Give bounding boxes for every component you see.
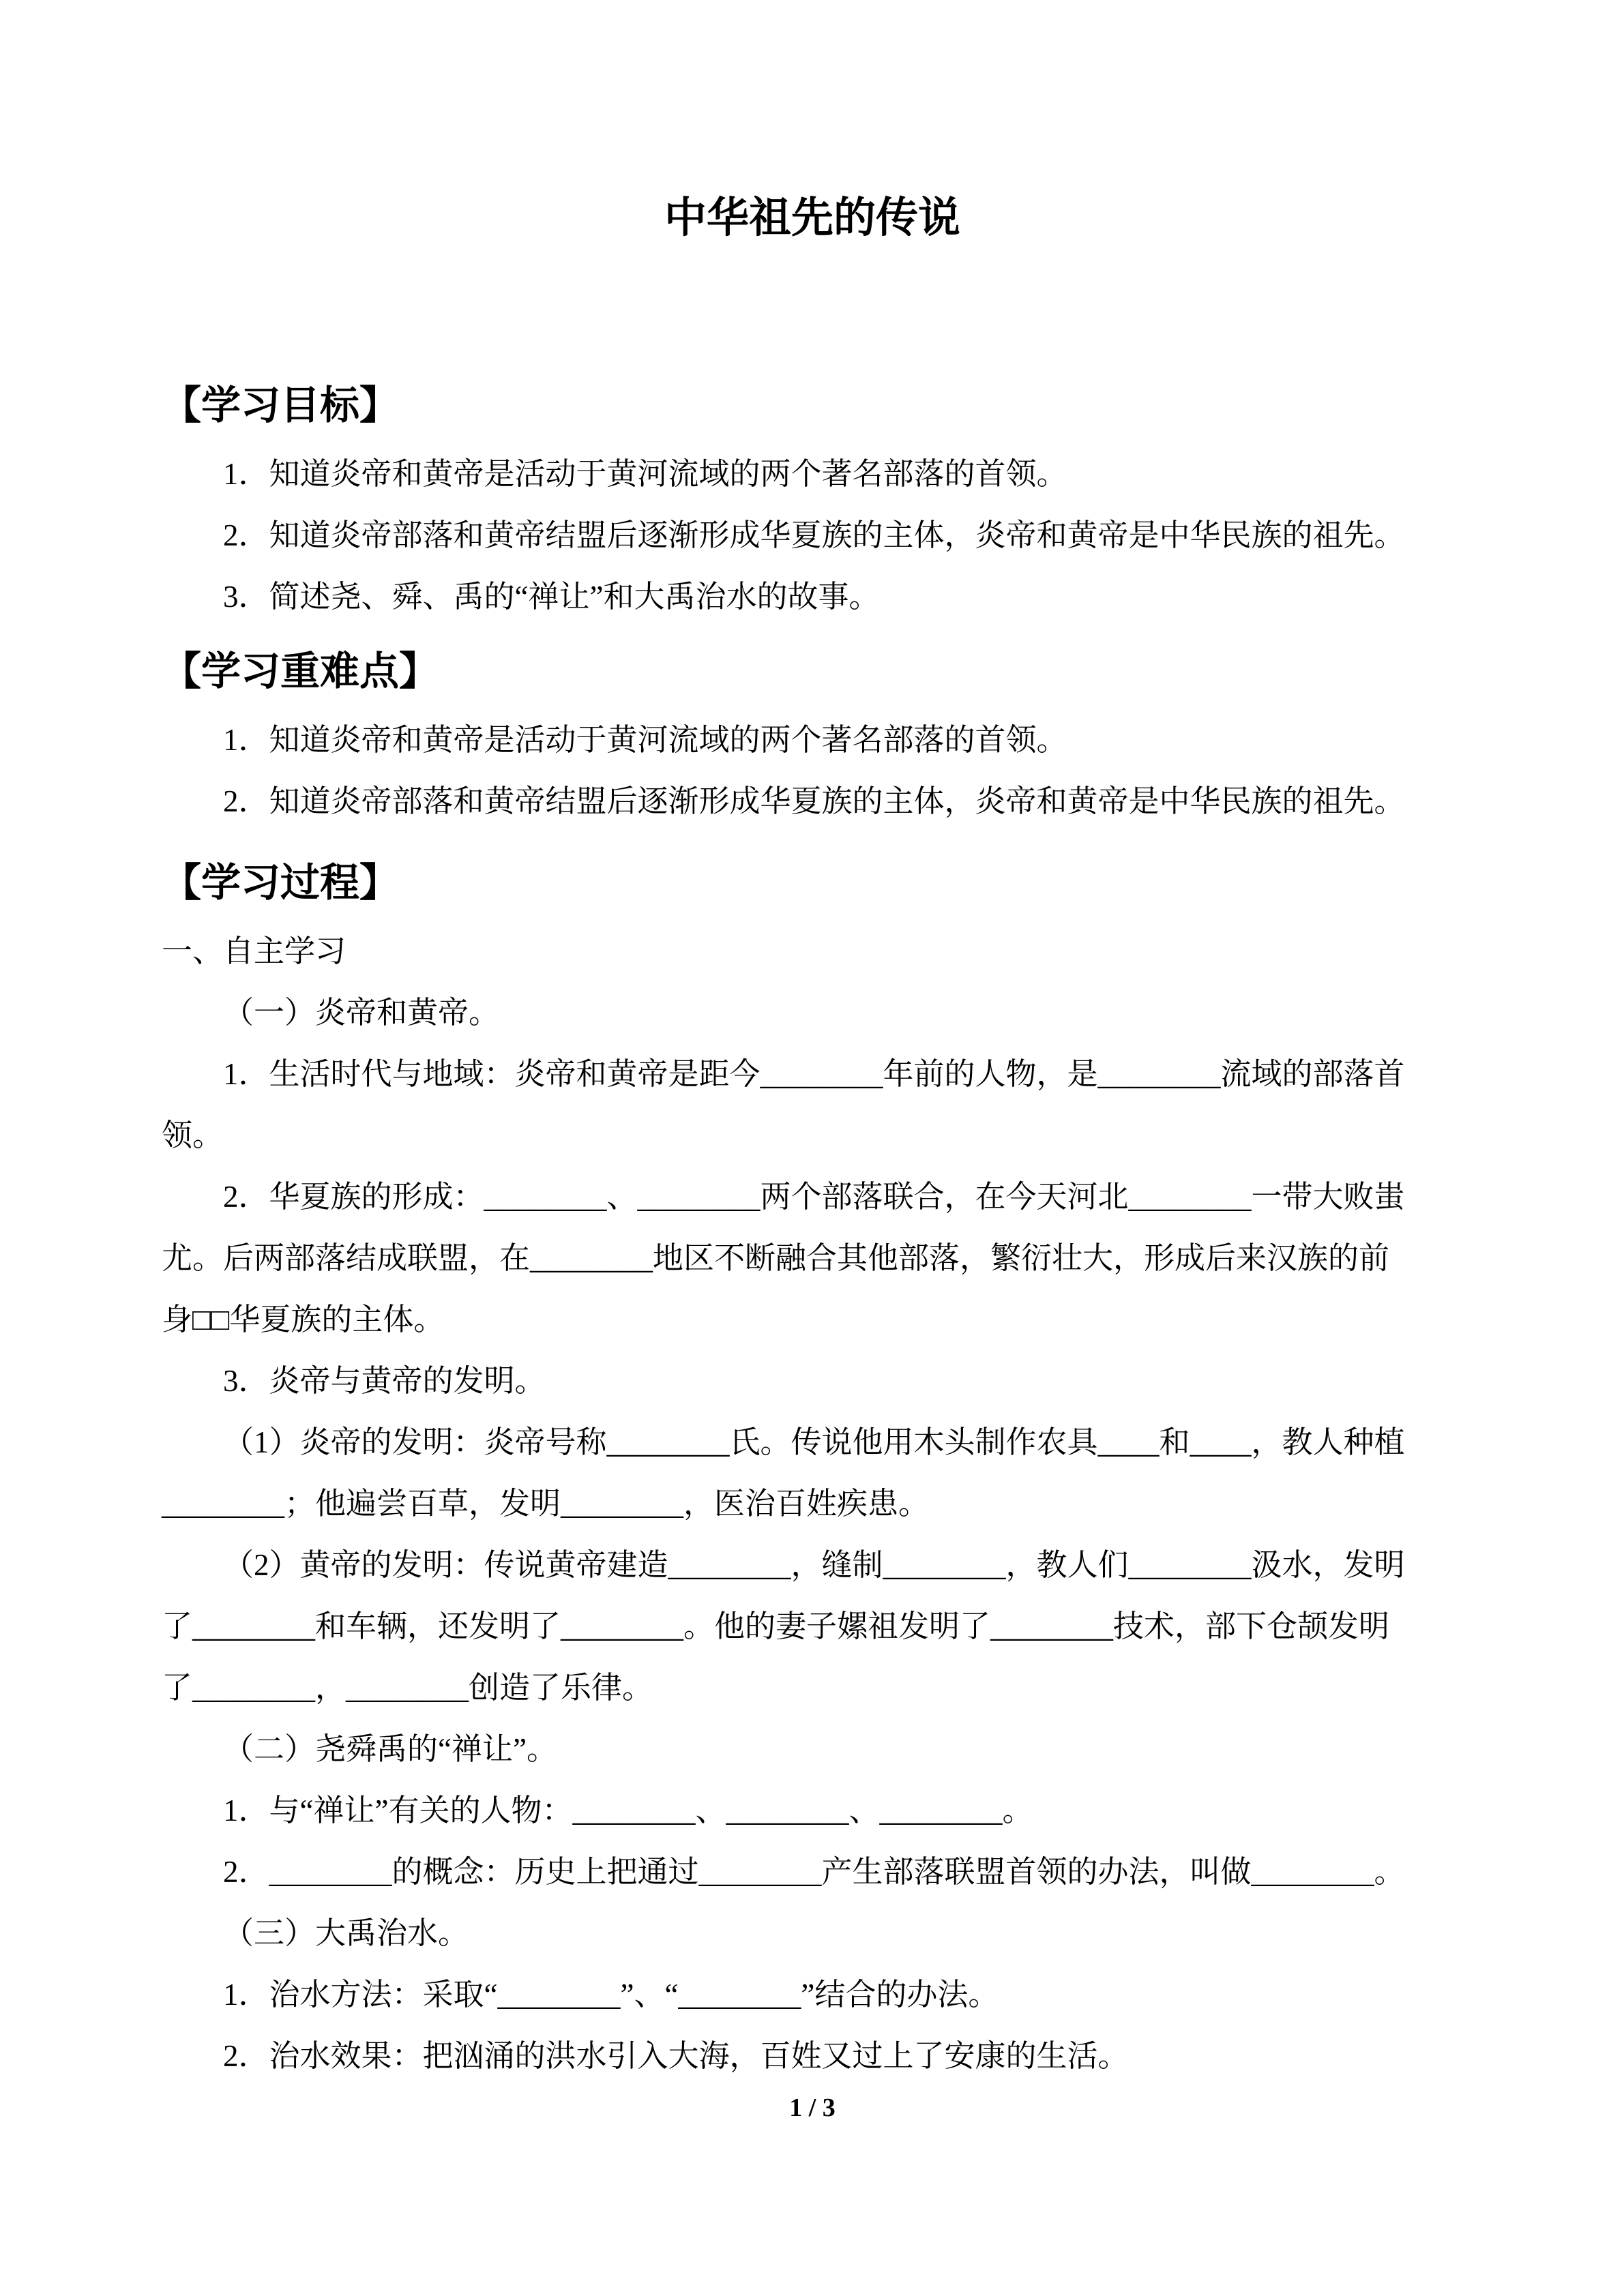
document-title: 中华祖先的传说: [664, 195, 960, 241]
key-point-item: 2．知道炎帝部落和黄帝结盟后逐渐形成华夏族的主体，炎帝和黄帝是中华民族的祖先。: [223, 784, 1405, 818]
objective-item: 1．知道炎帝和黄帝是活动于黄河流域的两个著名部落的首领。: [223, 457, 1067, 491]
process-line: 2．华夏族的形成：________、________两个部落联合，在今天河北________一带大败蚩: [223, 1180, 1405, 1214]
process-line: 了________和车辆，还发明了________。他的妻子嫘祖发明了________技术，部下仓颉发明: [162, 1609, 1390, 1643]
process-line: （2）黄帝的发明：传说黄帝建造________，缝制________，教人们________汲水，发明: [223, 1548, 1405, 1582]
process-line: 尤。后两部落结成联盟，在________地区不断融合其他部落，繁衍壮大，形成后来汉族的前: [162, 1241, 1390, 1275]
page-number: 1 / 3: [789, 2093, 836, 2122]
process-line: 一、自主学习: [162, 934, 346, 968]
section-header-key-points: 【学习重难点】: [162, 649, 439, 694]
process-line: ________；他遍尝百草，发明________，医治百姓疾患。: [162, 1487, 930, 1521]
objective-item: 2．知道炎帝部落和黄帝结盟后逐渐形成华夏族的主体，炎帝和黄帝是中华民族的祖先。: [223, 518, 1405, 552]
process-line: 2．________的概念：历史上把通过________产生部落联盟首领的办法，叫做________。: [223, 1855, 1405, 1889]
process-line: （一）炎帝和黄帝。: [223, 996, 500, 1030]
section-header-objectives: 【学习目标】: [162, 383, 400, 428]
process-line: 1．治水方法：采取“________”、“________”结合的办法。: [223, 1978, 999, 2012]
section-header-process: 【学习过程】: [162, 861, 400, 905]
process-line: 了________，________创造了乐律。: [162, 1671, 653, 1705]
process-line: 3．炎帝与黄帝的发明。: [223, 1364, 546, 1398]
objective-item: 3．简述尧、舜、禹的“禅让”和大禹治水的故事。: [223, 580, 880, 614]
key-point-item: 1．知道炎帝和黄帝是活动于黄河流域的两个著名部落的首领。: [223, 723, 1067, 757]
process-line: （三）大禹治水。: [223, 1916, 469, 1950]
process-line: 2．治水效果：把汹涌的洪水引入大海，百姓又过上了安康的生活。: [223, 2039, 1129, 2073]
process-line: （1）炎帝的发明：炎帝号称________氏。传说他用木头制作农具____和____，教人种植: [223, 1425, 1405, 1459]
process-line: 1．与“禅让”有关的人物：________、________、________。: [223, 1793, 1033, 1828]
process-line: （二）尧舜禹的“禅让”。: [223, 1732, 557, 1766]
process-line: 1．生活时代与地域：炎帝和黄帝是距今________年前的人物，是________流域的部落首: [223, 1057, 1405, 1091]
process-line: 身□□华夏族的主体。: [162, 1302, 445, 1337]
process-line: 领。: [162, 1118, 224, 1152]
